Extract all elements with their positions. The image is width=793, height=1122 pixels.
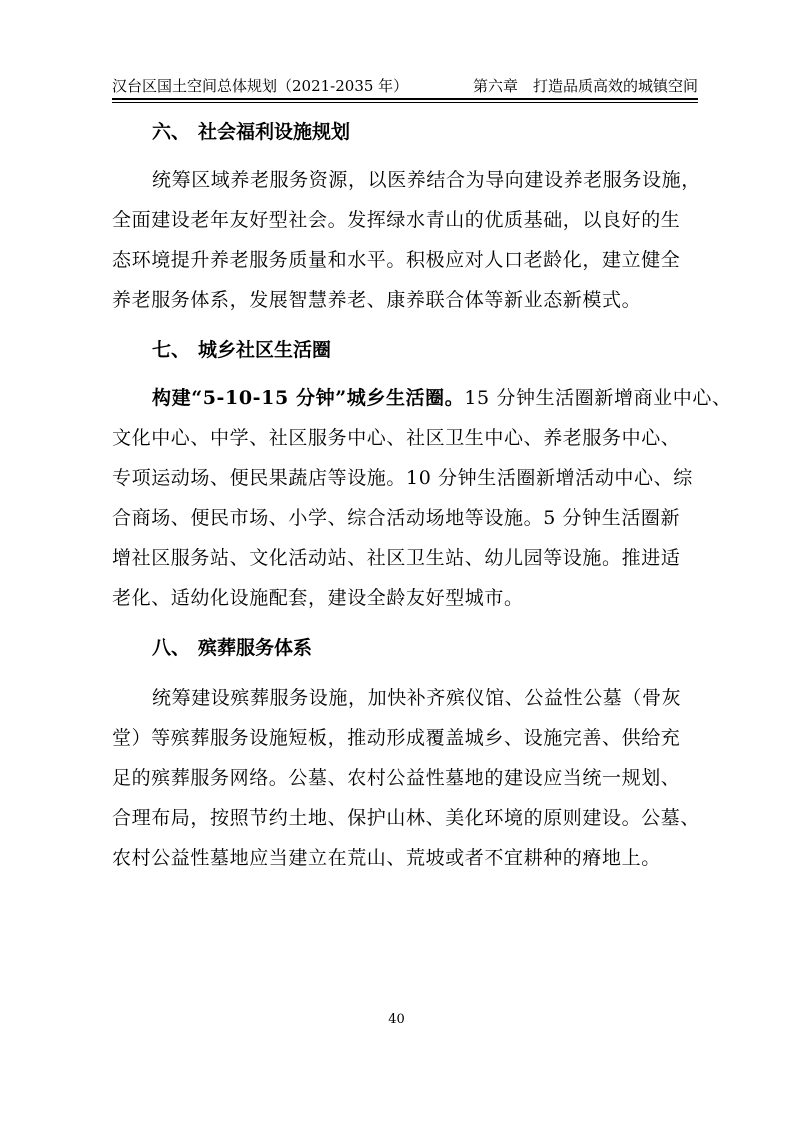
text-line: 统筹区域养老服务资源，以医养结合为导向建设养老服务设施， — [152, 169, 701, 191]
text-line: 农村公益性墓地应当建立在荒山、荒坡或者不宜耕种的瘠地上。 — [112, 847, 661, 869]
text-line: 态环境提升养老服务质量和水平。积极应对人口老龄化，建立健全 — [112, 249, 681, 271]
text-line: 全面建设老年友好型社会。发挥绿水青山的优质基础，以良好的生 — [112, 209, 681, 231]
lead-rest: 15 分钟生活圈新增商业中心、 — [464, 387, 732, 409]
text-line: 合理布局，按照节约土地、保护山林、美化环境的原则建设。公墓、 — [112, 807, 701, 829]
text-line — [112, 378, 732, 418]
text-line: 足的殡葬服务网络。公墓、农村公益性墓地的建设应当统一规划、 — [112, 767, 681, 789]
header-rule-thin — [112, 102, 698, 103]
text-line: 老化、适幼化设施配套，建设全龄友好型城市。 — [112, 587, 524, 609]
running-header — [112, 74, 698, 98]
header-chapter-title: 第六章 打造品质高效的城镇空间 — [472, 77, 698, 95]
paragraph-funeral-services — [112, 678, 700, 878]
text-line: 合商场、便民市场、小学、综合活动场地等设施。5 分钟生活圈新 — [112, 507, 681, 529]
section-heading-social-welfare — [112, 112, 700, 152]
section-title: 城乡社区生活圈 — [198, 339, 332, 361]
paragraph-social-welfare — [112, 160, 700, 320]
section-number: 七、 — [152, 339, 191, 361]
text-line: 增社区服务站、文化活动站、社区卫生站、幼儿园等设施。推进适 — [112, 547, 681, 569]
lead-sentence: 构建“5-10-15 分钟”城乡生活圈。 — [152, 387, 465, 409]
header-document-title: 汉台区国土空间总体规划（2021-2035 年） — [112, 77, 409, 95]
section-title: 社会福利设施规划 — [198, 121, 351, 143]
text-line: 统筹建设殡葬服务设施，加快补齐殡仪馆、公益性公墓（骨灰 — [152, 687, 682, 709]
page-body — [112, 112, 732, 878]
section-heading-living-circle — [112, 330, 700, 370]
text-line: 专项运动场、便民果蔬店等设施。10 分钟生活圈新增活动中心、综 — [112, 467, 693, 489]
page-number: 40 — [388, 1012, 405, 1027]
paragraph-living-circle — [112, 378, 732, 618]
text-line: 文化中心、中学、社区服务中心、社区卫生中心、养老服务中心、 — [112, 427, 681, 449]
text-line: 养老服务体系，发展智慧养老、康养联合体等新业态新模式。 — [112, 289, 642, 311]
text-line: 堂）等殡葬服务设施短板，推动形成覆盖城乡、设施完善、供给充 — [112, 727, 681, 749]
header-rule-thick — [112, 98, 698, 100]
section-number: 六、 — [152, 121, 191, 143]
section-title: 殡葬服务体系 — [198, 637, 313, 659]
section-number: 八、 — [152, 637, 191, 659]
section-heading-funeral-services — [112, 628, 700, 668]
